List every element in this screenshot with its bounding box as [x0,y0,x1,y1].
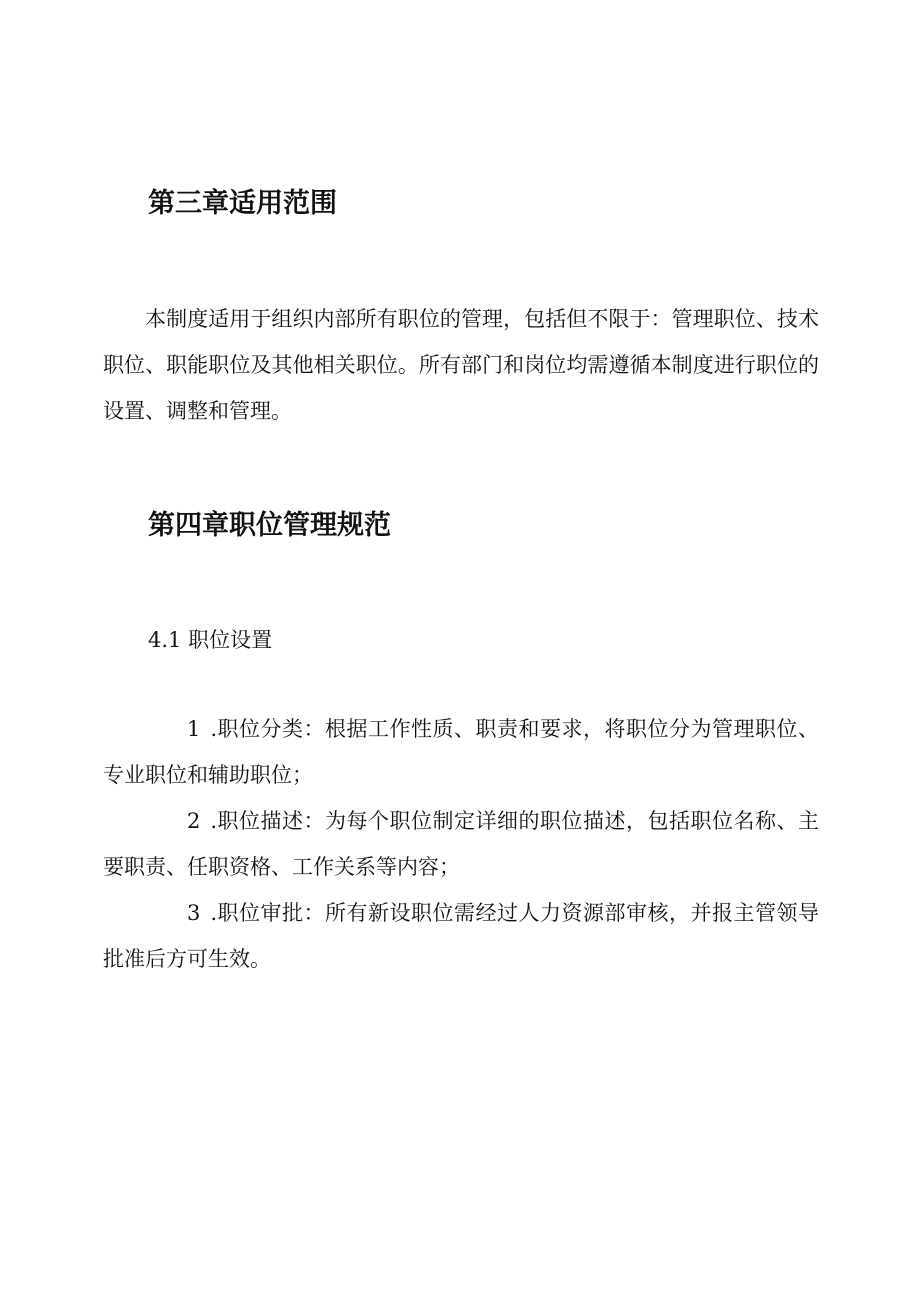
list-item-number: 2 [187,809,201,833]
spacer [103,434,819,504]
document-content [103,182,819,982]
list-item [103,706,819,798]
list-item [103,798,819,890]
chapter-3-paragraph: 本制度适用于组织内部所有职位的管理，包括但不限于：管理职位、技术职位、职能职位及其他相关职位。所有部门和岗位均需遵循本制度进行职位的设置、调整和管理。 [103,307,819,423]
list-item [103,890,819,982]
list-item-text: .职位审批：所有新设职位需经过人力资源部审核，并报主管领导批准后方可生效。 [103,901,819,971]
list-item-text: .职位描述：为每个职位制定详细的职位描述，包括职位名称、主要职责、任职资格、工作关系等内容； [103,809,819,879]
section-4-1-heading: 4.1 职位设置 [148,628,273,652]
list-item-number: 1 [187,717,201,741]
chapter-3-heading: 第三章适用范围 [148,188,337,219]
list-item-number: 3 [187,901,201,925]
chapter-4-heading: 第四章职位管理规范 [148,510,391,541]
list-item-text: .职位分类：根据工作性质、职责和要求，将职位分为管理职位、专业职位和辅助职位； [103,717,819,787]
